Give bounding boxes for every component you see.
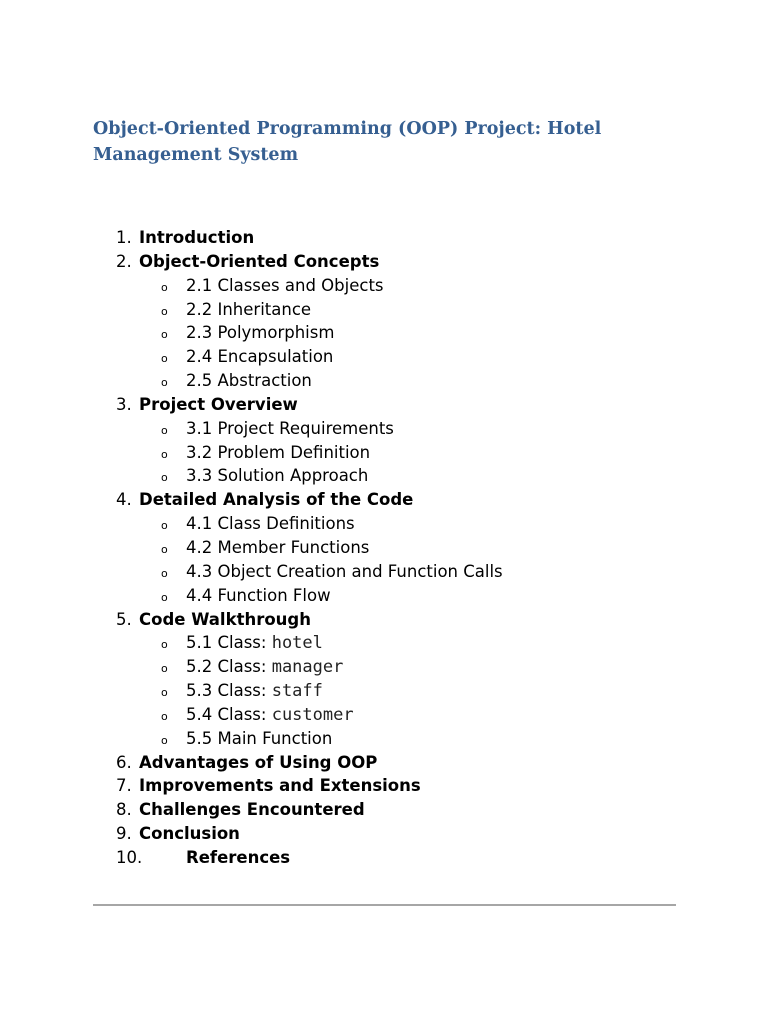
toc-subitem xyxy=(0,274,768,298)
toc-subitem xyxy=(0,321,768,345)
document-title: Object-Oriented Programming (OOP) Project: Hotel Management System xyxy=(93,119,602,165)
toc-subitem-text: 5.2 Class: xyxy=(186,657,272,677)
circle-bullet-icon: o xyxy=(161,447,168,461)
toc-item-label: Detailed Analysis of the Code xyxy=(139,490,414,510)
toc-subitem-label xyxy=(186,345,333,369)
toc-subitem xyxy=(0,655,768,679)
toc-subitem-text: 2.4 Encapsulation xyxy=(186,347,334,367)
toc-item xyxy=(0,393,768,417)
toc-subitem-label xyxy=(186,631,323,656)
toc-subitem-code: manager xyxy=(271,657,344,678)
toc-item-label: Introduction xyxy=(139,228,255,247)
toc-subitem-text: 5.3 Class: xyxy=(186,681,272,701)
toc-subitem xyxy=(0,560,768,584)
toc-item xyxy=(0,822,768,846)
toc-subitem-text: 5.4 Class: xyxy=(186,704,272,724)
toc-subitem-label xyxy=(186,369,312,393)
circle-bullet-icon: o xyxy=(161,686,168,700)
toc-subitem-text: 4.3 Object Creation and Function Calls xyxy=(186,561,503,581)
toc-subitem-code: customer xyxy=(271,704,354,725)
toc-subitem-text: 2.3 Polymorphism xyxy=(186,323,335,343)
toc-item-number: 3. xyxy=(116,394,132,414)
toc-item-label: Challenges Encountered xyxy=(139,800,365,820)
toc-subitem-label xyxy=(186,464,368,488)
toc-subitem-label xyxy=(186,679,323,704)
toc-subitem xyxy=(0,298,768,322)
toc-item-number: 2. xyxy=(116,251,132,271)
toc-item xyxy=(0,751,768,775)
toc-item-label: Advantages of Using OOP xyxy=(139,752,378,772)
toc-subitem xyxy=(0,417,768,441)
toc-subitem-label xyxy=(186,560,503,584)
toc-subitem-label xyxy=(186,727,332,751)
toc-subitem-label xyxy=(186,584,331,608)
toc-item-label: Code Walkthrough xyxy=(139,609,311,629)
toc-subitem-text: 5.5 Main Function xyxy=(186,728,333,748)
toc-item xyxy=(0,846,768,870)
toc-subitem-code: hotel xyxy=(271,633,323,654)
circle-bullet-icon: o xyxy=(161,662,168,676)
toc-item xyxy=(0,774,768,798)
toc-subitem-text: 5.1 Class: xyxy=(186,633,272,653)
toc-item-label: References xyxy=(186,847,291,867)
toc-subitem-text: 2.2 Inheritance xyxy=(186,299,312,319)
toc-subitem-text: 2.5 Abstraction xyxy=(186,371,312,391)
horizontal-divider xyxy=(93,904,676,906)
circle-bullet-icon: o xyxy=(161,423,168,437)
toc-item-number: 8. xyxy=(116,800,132,820)
toc-item-label: Improvements and Extensions xyxy=(139,776,421,796)
toc-subitem-label xyxy=(186,655,343,680)
toc-item-label: Conclusion xyxy=(139,824,240,844)
toc-item-number: 9. xyxy=(116,824,132,844)
toc-subitem-text: 2.1 Classes and Objects xyxy=(186,275,384,295)
toc-item xyxy=(0,798,768,822)
circle-bullet-icon: o xyxy=(161,304,168,318)
toc-subitem-text: 4.4 Function Flow xyxy=(186,585,331,605)
toc-subitem-label xyxy=(186,417,394,441)
toc-subitem xyxy=(0,631,768,655)
toc-subitem xyxy=(0,464,768,488)
toc-subitem xyxy=(0,441,768,465)
toc-subitem xyxy=(0,584,768,608)
toc-subitem-label xyxy=(186,536,369,560)
toc-subitem xyxy=(0,679,768,703)
toc-item xyxy=(0,608,768,632)
toc-subitem-label xyxy=(186,298,311,322)
circle-bullet-icon: o xyxy=(161,280,168,294)
circle-bullet-icon: o xyxy=(161,566,168,580)
toc-subitem-code: staff xyxy=(271,681,323,702)
circle-bullet-icon: o xyxy=(161,471,168,485)
toc-subitem-label xyxy=(186,321,334,345)
toc-subitem-label xyxy=(186,441,370,465)
toc-item xyxy=(0,226,768,250)
toc-subitem xyxy=(0,703,768,727)
toc-item-number: 10. xyxy=(116,847,143,867)
circle-bullet-icon: o xyxy=(161,352,168,366)
toc-subitem xyxy=(0,369,768,393)
toc-subitem xyxy=(0,512,768,536)
toc-subitem-text: 3.3 Solution Approach xyxy=(186,466,369,486)
toc-subitem xyxy=(0,345,768,369)
circle-bullet-icon: o xyxy=(161,519,168,533)
toc-item-number: 1. xyxy=(116,228,132,247)
toc-subitem-label xyxy=(186,512,355,536)
circle-bullet-icon: o xyxy=(161,733,168,747)
circle-bullet-icon: o xyxy=(161,328,168,342)
circle-bullet-icon: o xyxy=(161,590,168,604)
toc-item xyxy=(0,488,768,512)
table-of-contents xyxy=(0,226,768,870)
toc-subitem-label xyxy=(186,703,354,728)
circle-bullet-icon: o xyxy=(161,709,168,723)
toc-item-label: Object-Oriented Concepts xyxy=(139,251,380,271)
toc-item-number: 7. xyxy=(116,776,132,796)
circle-bullet-icon: o xyxy=(161,542,168,556)
toc-subitem-text: 3.1 Project Requirements xyxy=(186,418,394,438)
toc-item xyxy=(0,250,768,274)
toc-item-number: 6. xyxy=(116,752,132,772)
toc-item-number: 5. xyxy=(116,609,132,629)
toc-subitem xyxy=(0,536,768,560)
toc-subitem xyxy=(0,727,768,751)
circle-bullet-icon: o xyxy=(161,638,168,652)
toc-subitem-text: 4.1 Class Definitions xyxy=(186,514,355,534)
circle-bullet-icon: o xyxy=(161,376,168,390)
toc-subitem-text: 4.2 Member Functions xyxy=(186,537,370,557)
toc-subitem-text: 3.2 Problem Definition xyxy=(186,442,371,462)
toc-subitem-label xyxy=(186,274,384,298)
toc-item-label: Project Overview xyxy=(139,394,298,414)
toc-item-number: 4. xyxy=(116,490,132,510)
